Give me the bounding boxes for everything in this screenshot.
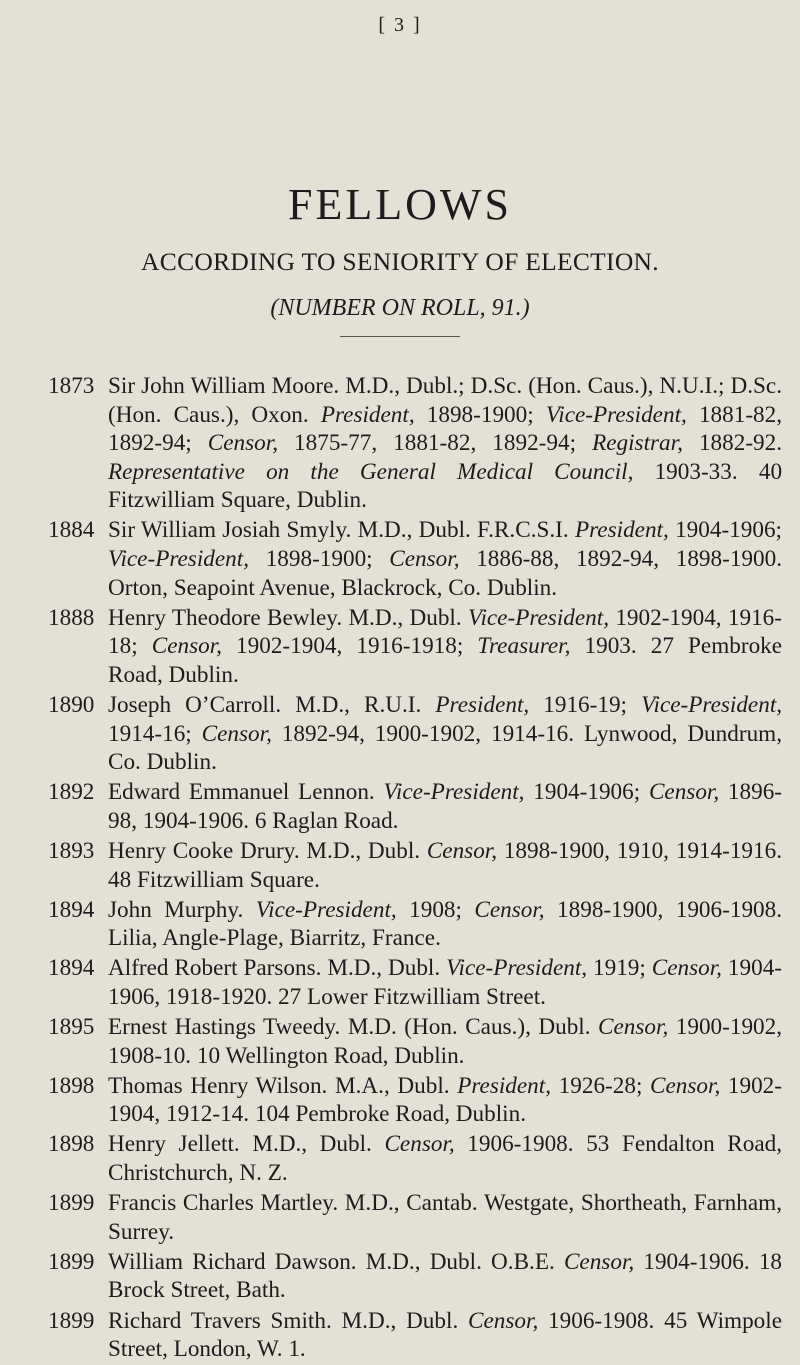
fellow-entry (0, 1189, 800, 1246)
office-years: 1926-28; (558, 1072, 643, 1099)
fellow-qualifications: M.D., Dubl. O.B.E. (365, 1248, 555, 1275)
fellow-address: 48 Fitzwilliam Square. (108, 866, 320, 893)
fellow-entry (0, 604, 800, 690)
roll-note: (NUMBER ON ROLL, 91.) (270, 295, 530, 321)
office-title: Vice-President, (468, 604, 609, 631)
fellows-list (0, 372, 800, 1365)
office-title: Vice-President, (255, 896, 397, 923)
office-title: Vice-President, (641, 692, 783, 719)
fellow-qualifications: M.D., R.U.I. (295, 692, 422, 719)
fellow-address: 18 Brock Street, Bath. (108, 1248, 782, 1304)
office-title: Vice-President, (108, 546, 249, 573)
office-title: President, (574, 517, 669, 544)
fellow-name: John Murphy. (108, 896, 244, 923)
fellow-name: Richard Travers Smith. (108, 1307, 332, 1334)
fellow-name: William Richard Dawson. (108, 1248, 357, 1275)
page-title: FELLOWS (288, 180, 512, 229)
fellow-entry (0, 896, 800, 953)
fellow-name: Sir William Josiah Smyly. (108, 517, 352, 544)
fellow-name: Thomas Henry Wilson. (108, 1072, 328, 1099)
office-years: 1916-19; (543, 692, 627, 719)
fellow-qualifications: M.D., Dubl. (252, 1131, 372, 1158)
election-year: 1884 (48, 517, 95, 544)
office-title: President, (320, 401, 415, 428)
office-title: Censor, (563, 1248, 635, 1275)
election-year: 1894 (48, 896, 95, 923)
fellow-entry (0, 1248, 800, 1305)
office-title: Censor, (426, 838, 498, 864)
fellow-address: 45 Wimpole Street, London, W. 1. (108, 1307, 782, 1363)
office-title: Censor, (201, 720, 272, 747)
office-title: Vice-President, (383, 779, 525, 806)
office-title: Vice-President, (446, 955, 588, 982)
fellow-entry (0, 691, 800, 777)
office-years: 1886-88, 1892-94, 1898-1900. (476, 546, 783, 573)
fellow-entry (0, 1307, 800, 1364)
office-years: 1900-1902, 1908-10. (108, 1014, 783, 1069)
office-title: Vice-President, (545, 401, 687, 428)
fellow-name: Ernest Hastings Tweedy. (108, 1014, 341, 1041)
fellow-qualifications: M.D., Dubl. F.R.C.S.I. (357, 517, 569, 544)
fellow-address: 40 Fitzwilliam Square, Dublin. (108, 458, 783, 514)
office-title: Censor, (468, 1307, 539, 1334)
fellow-entry (0, 1130, 800, 1187)
office-years: 1903-33. (654, 458, 738, 485)
fellow-entry (0, 954, 800, 1011)
fellow-address: Lilia, Angle-Plage, Biarritz, France. (108, 925, 441, 952)
fellow-address: Westgate, Shortheath, Farnham, Surrey. (108, 1190, 782, 1245)
office-years: 1904-1906, 1918-1920. (108, 955, 783, 1010)
fellow-address: 104 Pembroke Road, Dublin. (254, 1101, 526, 1128)
election-year: 1892 (48, 779, 95, 806)
fellow-name: Sir John William Moore. (108, 373, 340, 399)
office-title: Censor, (207, 430, 278, 457)
fellow-qualifications: M.D., Dubl.; D.Sc. (Hon. Caus.), N.U.I.; D.Sc. (Hon. Caus.), Oxon. (108, 373, 783, 428)
office-years: 1892-94, 1900-1902, 1914-16. (281, 720, 575, 747)
office-title: Treasurer, (477, 633, 571, 660)
election-year: 1899 (48, 1190, 95, 1217)
fellow-entry (0, 837, 800, 894)
fellow-address: 27 Pembroke Road, Dublin. (108, 633, 783, 688)
fellow-entry (0, 778, 800, 835)
office-years: 1902-1904, 1916-18; (108, 604, 782, 660)
fellow-entry (0, 372, 800, 515)
office-years: 1904-1906; (675, 517, 782, 544)
election-year: 1899 (48, 1307, 95, 1334)
office-years: 1906-1908. (548, 1307, 655, 1334)
fellow-name: Henry Cooke Drury. (108, 838, 300, 864)
office-years: 1882-92. (698, 430, 783, 457)
fellow-qualifications: M.D., Dubl. (348, 604, 462, 631)
election-year: 1898 (48, 1072, 95, 1099)
office-title: Censor, (650, 1072, 721, 1099)
office-years: 1919; (593, 955, 646, 982)
election-year: 1890 (48, 692, 95, 719)
fellow-qualifications: M.D., Cantab. (344, 1190, 478, 1217)
office-title: Censor, (598, 1014, 669, 1041)
office-title: Censor, (651, 955, 722, 982)
fellow-qualifications: M.D. (Hon. Caus.), Dubl. (347, 1014, 591, 1041)
office-years: 1896-98, 1904-1906. (108, 779, 783, 834)
election-year: 1873 (48, 373, 95, 399)
election-year: 1895 (48, 1014, 95, 1041)
office-title: Censor, (474, 896, 545, 923)
fellow-name: Alfred Robert Parsons. (108, 955, 322, 982)
fellow-address: 27 Lower Fitzwilliam Street. (278, 983, 546, 1010)
office-title: President, (435, 692, 530, 719)
office-title: Censor, (648, 779, 720, 806)
office-title: President, (457, 1072, 552, 1099)
office-years: 1903. (584, 633, 637, 660)
page-number: [ 3 ] (378, 14, 422, 36)
fellow-qualifications: M.D., Dubl. (327, 955, 441, 982)
office-years: 1904-1906; (533, 779, 641, 806)
fellow-name: Edward Emmanuel Lennon. (108, 779, 375, 806)
election-year: 1893 (48, 838, 95, 864)
fellow-name: Henry Jellett. (108, 1131, 240, 1158)
office-years: 1898-1900, 1910, 1914-1916. (503, 838, 782, 864)
fellow-qualifications: M.A., Dubl. (335, 1072, 450, 1099)
divider (340, 336, 460, 337)
office-years: 1904-1906. (643, 1248, 750, 1275)
fellow-address: 53 Fendalton Road, Christchurch, N. Z. (108, 1131, 783, 1187)
office-title: Registrar, (592, 430, 683, 457)
office-years: 1898-1900; (426, 401, 534, 428)
office-years: 1908; (409, 896, 462, 923)
office-years: 1898-1900; (265, 546, 373, 573)
fellow-entry (0, 1013, 800, 1070)
page-subtitle: ACCORDING TO SENIORITY OF ELECTION. (141, 247, 659, 276)
fellow-address: Lynwood, Dundrum, Co. Dublin. (108, 720, 782, 776)
election-year: 1898 (48, 1131, 95, 1158)
office-years: 1914-16; (108, 720, 192, 747)
office-title: Censor, (384, 1131, 455, 1158)
fellow-qualifications: M.D., Dubl. (306, 838, 421, 864)
office-years: 1902-1904, 1916-1918; (236, 633, 464, 660)
office-years: 1875-77, 1881-82, 1892-94; (294, 430, 577, 457)
fellow-entry (0, 516, 800, 602)
office-title: Censor, (151, 633, 222, 660)
office-years: 1906-1908. (467, 1131, 574, 1158)
fellow-address: 10 Wellington Road, Dublin. (196, 1042, 465, 1069)
fellow-address: 6 Raglan Road. (254, 807, 399, 834)
election-year: 1894 (48, 955, 95, 982)
office-years: 1902-1904, 1912-14. (108, 1072, 782, 1128)
office-years: 1881-82, 1892-94; (108, 401, 783, 457)
election-year: 1888 (48, 604, 95, 631)
office-years: 1898-1900, 1906-1908. (557, 896, 783, 923)
fellow-name: Joseph O’Carroll. (108, 692, 282, 719)
fellow-address: Orton, Seapoint Avenue, Blackrock, Co. Dublin. (108, 574, 558, 601)
fellow-name: Francis Charles Martley. (108, 1190, 339, 1217)
fellow-entry (0, 1072, 800, 1129)
office-title: Representative on the General Medical Council, (108, 458, 634, 485)
fellow-qualifications: M.D., Dubl. (341, 1307, 459, 1334)
office-title: Censor, (389, 546, 460, 573)
election-year: 1899 (48, 1248, 95, 1275)
fellow-name: Henry Theodore Bewley. (108, 604, 343, 631)
